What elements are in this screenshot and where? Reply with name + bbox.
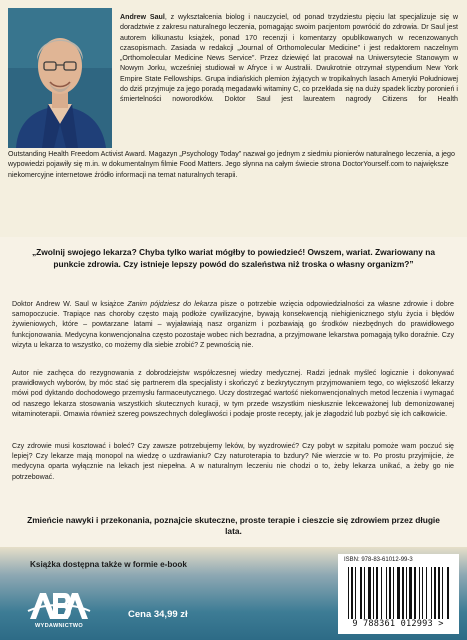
aba-logo-icon bbox=[26, 589, 92, 623]
book-description-section bbox=[0, 237, 467, 547]
publisher-logo bbox=[26, 589, 92, 637]
paragraph-rest: pisze o potrzebie wzięcia odpowiedzialności za własne zdrowie i dobre samopoczucie. Trapiące nas choroby często mają podłoże cywilizacyjne, bywają konsekwencją niehigienicznego stylu życia i błędów żywieniowych, które – powtarzane latami – wyjaławiają nasz organizm i pozbawiają go środków niezbędnych do prawidłowego funkcjonowania. Medycyna konwencjonalna często pozostaje wobec nich bezradna, a przyjmowane lekarstwa pomagają tylko doraźnie. Czy wizyta u lekarza to wszystko, co możemy dla siebie zrobić? Z pewnością nie. bbox=[12, 300, 454, 349]
headline-quote: „Zwolnij swojego lekarza? Chyba tylko wariat mógłby to powiedzieć! Owszem, wariat. Zwariowany na punkcie zdrowia. Czy istnieje lepszy powód do szaleństwa niż troska o własny organizm?” bbox=[31, 247, 436, 269]
author-bio-intro bbox=[120, 12, 458, 105]
footer-section bbox=[0, 547, 467, 640]
isbn-barcode-box bbox=[338, 554, 459, 634]
price-label: Cena 34,99 zł bbox=[128, 609, 188, 620]
paragraph-lead: Doktor Andrew W. Saul w książce bbox=[12, 300, 128, 308]
barcode-digits: 9 788361 012993 > bbox=[352, 619, 444, 629]
author-name: Andrew Saul bbox=[120, 13, 165, 21]
publisher-subtitle: WYDAWNICTWO bbox=[34, 623, 84, 629]
author-portrait-image bbox=[8, 8, 112, 148]
closing-statement: Zmieńcie nawyki i przekonania, poznajcie skuteczne, proste terapie i cieszcie się zdrowiem przez długie lata. bbox=[27, 515, 440, 537]
isbn-number: ISBN: 978-83-61012-99-3 bbox=[344, 557, 413, 563]
book-title: Zanim pójdziesz do lekarza bbox=[127, 300, 218, 308]
ebook-availability-note: Książka dostępna także w formie e-book bbox=[30, 560, 187, 569]
author-photo bbox=[8, 8, 112, 148]
author-bio-text: , z wykształcenia biolog i nauczyciel, od ponad trzydziestu pięciu lat specjalizuje się w doradztwie z zakresu naturalnego leczenia, pomagając swoim pacjentom powrócić do zdrowia. Dr Saul jest autorem kilkunastu książek, ponad 170 recenzji i komentarzy opublikowanych w recenzowanych czasopismach. Zasiada w redakcji „Journal of Orthomolecular Medicine” i jest redaktorem naczelnym „Orthomolecular Medicine News Service”. Przez dziewięć lat pracował na Uniwersytecie Stanowym w Nowym Jorku, wcześniej studiował w Afryce i w Australii. Dwukrotnie otrzymał stypendium New York Empire State Fellowships. Grupa indiańskich plemion żyjących w tropikalnych lasach Ameryki Południowej do dziś przyjmuje za jego poradą megadawki witaminy C, co przekłada się na duży spadek liczby poronień i śmiertelności noworodków. Doktor Saul jest laureatem nagrody Citizens for Health bbox=[120, 13, 458, 104]
author-bio-continuation: Outstanding Health Freedom Activist Award. Magazyn „Psychology Today” nazwał go jednym z siedmiu pionierów naturalnego leczenia, a jego wypowiedzi pojawiły się m.in. w dokumentalnym filmie Food Matters. Jego słynna na całym świecie strona DoctorYourself.com to największe niekomercyjne internetowe źródło informacji na temat naturalnych terapii. bbox=[8, 150, 455, 179]
description-paragraph-3: Czy zdrowie musi kosztować i boleć? Czy zawsze potrzebujemy leków, by wyzdrowieć? Czy pobyt w szpitalu pomoże wam poczuć się lepiej? Czy lekarze mają monopol na wiedzę o uzdrawianiu? Czy naturoterapia to bzdury? Nie wierzcie w to. Po prostu przyjmijcie, że medycyna oparta wyłącznie na lekach jest niepełna. A w naturalnym leczeniu nie chodzi o to, żeby lekarza unikać, a żeby go nie potrzebować. bbox=[12, 442, 454, 481]
author-bio-section bbox=[0, 0, 467, 237]
description-paragraph-1 bbox=[12, 299, 454, 350]
barcode-image bbox=[348, 567, 453, 619]
description-paragraph-2: Autor nie zachęca do rezygnowania z dobrodziejstw współczesnej wiedzy medycznej. Radzi jednak myśleć logicznie i dokonywać prawidłowych wyborów, by móc stać się partnerem dla specjalisty i skończyć z bezkrytycznym przyjmowaniem tego, co większość lekarzy mówi pod dyktando dochodowego przemysłu farmaceutycznego. Uczy dostrzegać wartość niekonwencjonalnych metod leczenia i wymagać od naszego lekarza stosowania wszystkich skutecznych kuracji, w tym przede wszystkim niesłusznie lekceważonej lub demonizowanej witaminoterapii. Omawia również szereg powszechnych dolegliwości i podaje proste recepty, jak je złagodzić lub pozbyć się ich całkowicie. bbox=[12, 369, 454, 418]
